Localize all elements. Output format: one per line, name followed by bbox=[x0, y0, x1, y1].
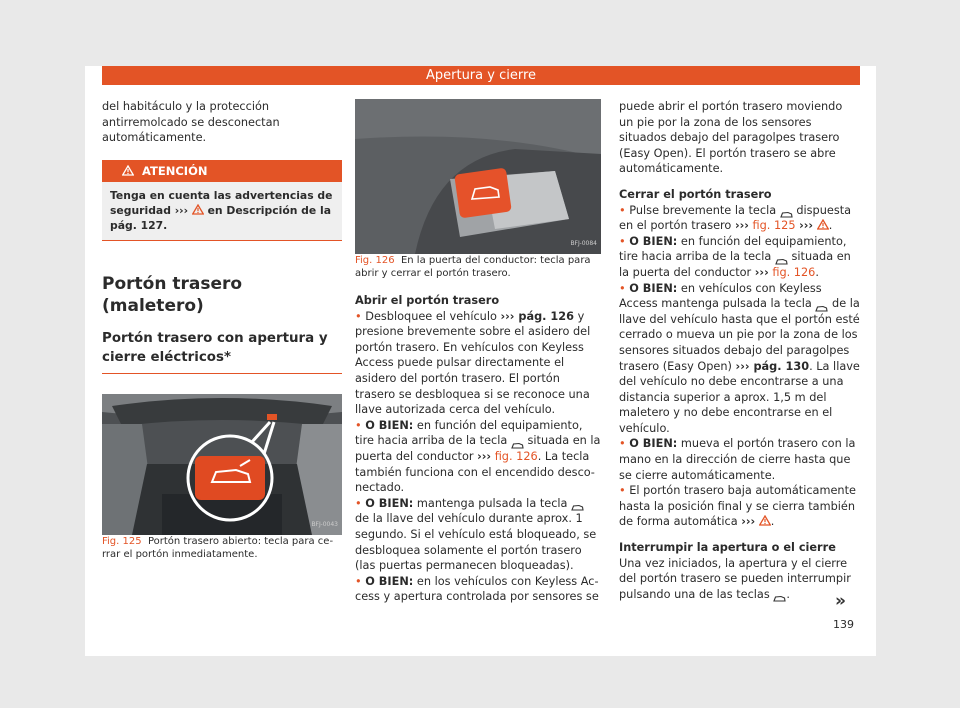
fig-ref-link[interactable]: fig. 126 bbox=[494, 449, 538, 463]
warning-title: ATENCIÓN bbox=[142, 163, 208, 178]
page-ref-link[interactable]: ››› pág. 126 bbox=[500, 309, 574, 323]
bullet-item: • O BIEN: mueva el portón trasero con la mano en la dirección de cierre hasta que se cierre automáticamente. bbox=[619, 437, 856, 482]
figure-125-caption bbox=[102, 535, 342, 561]
car-trunk-icon bbox=[773, 591, 786, 598]
intro-text: del habitáculo y la protección antirremolcado se desconectan automáticamente. bbox=[102, 100, 280, 145]
bullet-text: de la llave del vehículo hasta que el portón esté cerrado o mueva un pie por la zona de los sensores situados debajo del paragolpes trasero (Easy Open) bbox=[619, 297, 860, 373]
bullet-item: • Desbloquee el vehículo ››› pág. 126 y presione brevemente sobre el asidero del portón trasero. En vehículos con Keyless Access puede pulsar directamente el asidero del portón trasero. El portón trasero se desbloquea si se reconoce una llave autorizada cerca del vehículo. bbox=[355, 309, 591, 417]
bullet-text: en función del equipamiento, tire hacia arriba de la tecla bbox=[619, 234, 847, 264]
bullet-label: O BIEN: bbox=[365, 496, 414, 510]
bullet-text: de la llave del vehículo durante aprox. 1 segundo. Si el vehículo está bloqueado, se desbloquea solamente el portón trasero (las puertas permanecen bloqueadas). bbox=[355, 512, 597, 573]
warning-header bbox=[102, 160, 342, 182]
bullet-item: • O BIEN: mantenga pulsada la tecla de la llave del vehículo durante aprox. 1 segundo. Si el vehículo está bloqueado, se desbloquea solamente el portón trasero (las puertas permanecen bloqueadas). bbox=[355, 496, 597, 573]
bullet-label: O BIEN: bbox=[629, 281, 678, 295]
column-2 bbox=[355, 99, 601, 605]
car-trunk-icon bbox=[815, 301, 828, 308]
bullet-text: en función del equipamiento, tire hacia arriba de la tecla bbox=[355, 418, 583, 448]
ref-arrows: ››› bbox=[754, 265, 769, 279]
bullet-text: Pulse brevemente la tecla bbox=[629, 203, 780, 217]
bullet-item: • O BIEN: en vehículos con Keyless Access mantenga pulsada la tecla de la llave del vehículo hasta que el portón esté cerrado o mueva un pie por la zona de los sensores situados debajo del paragolpes trasero (Easy Open) ››› pág. 130. La llave del vehículo no debe encontrarse a una distancia superior a aprox. 1,5 m del maletero y no debe encontrarse en el vehículo. bbox=[619, 281, 860, 435]
car-trunk-icon bbox=[780, 207, 793, 214]
fig-ref-link[interactable]: fig. 126 bbox=[772, 265, 816, 279]
bullet-text: en los vehículos con Keyless Access y apertura controlada por sensores se bbox=[355, 574, 599, 604]
bullet-text: mueva el portón trasero con la mano en la dirección de cierre hasta que se cierre automáticamente. bbox=[619, 437, 856, 482]
caption-text: Portón trasero abierto: tecla para cerrar el portón inmediatamente. bbox=[102, 535, 334, 560]
door-button-illustration bbox=[355, 99, 601, 254]
figure-label: Fig. 126 bbox=[355, 255, 395, 266]
column-3 bbox=[619, 99, 860, 602]
page-header: Apertura y cierre bbox=[102, 66, 860, 85]
bullet-text: Desbloquee el vehículo bbox=[365, 309, 501, 323]
bullet-label: O BIEN: bbox=[365, 574, 414, 588]
figure-126 bbox=[355, 99, 601, 254]
fig-ref-link[interactable]: fig. 125 bbox=[752, 219, 796, 233]
bullet-label: O BIEN: bbox=[629, 437, 678, 451]
bullet-text: . La tecla también funciona con el encendido desconectado. bbox=[355, 449, 595, 495]
subsection-title: Portón trasero con apertura y cierre eléctricos* bbox=[102, 329, 342, 374]
warning-triangle-icon[interactable] bbox=[759, 515, 771, 528]
interrupt-heading: Interrumpir la apertura o el cierre bbox=[619, 541, 836, 555]
caption-text: En la puerta del conductor: tecla para abrir y cerrar el portón trasero. bbox=[355, 255, 591, 279]
bullet-text: mantenga pulsada la tecla bbox=[413, 496, 572, 510]
car-trunk-icon bbox=[775, 254, 788, 261]
warning-body bbox=[102, 182, 342, 240]
ref-arrows: ››› bbox=[734, 219, 749, 233]
bullet-text: dispuesta en el portón trasero bbox=[619, 203, 852, 233]
continue-mark: » bbox=[835, 591, 846, 611]
bullet-item: • O BIEN: en función del equipamiento, tire hacia arriba de la tecla situada en la puerta del conductor ››› fig. 126. La tecla también funciona con el encendido desconectado. bbox=[355, 418, 601, 495]
open-tailgate-heading: Abrir el portón trasero bbox=[355, 294, 500, 307]
warning-text: Tenga en cuenta las advertencias de seguridad bbox=[110, 188, 333, 217]
ref-arrows: ››› bbox=[799, 219, 814, 233]
bullet-text: y presione brevemente sobre el asidero del portón trasero. En vehículos con Keyless Access puede pulsar directamente el asidero del portón trasero. El portón trasero se desbloquea si se reconoce una llave autorizada cerca del vehículo. bbox=[355, 309, 591, 417]
bullet-text: El portón trasero baja automáticamente hasta la posición final y se cierra también de forma automática bbox=[619, 484, 856, 529]
warning-text-ref[interactable]: en Descripción de la pág. 127. bbox=[110, 203, 331, 232]
paragraph-text: Una vez iniciados, la apertura y el cierre del portón trasero se pueden interrumpir pulsando una de las teclas bbox=[619, 556, 851, 601]
bullet-item: • O BIEN: en los vehículos con Keyless Access y apertura controlada por sensores se bbox=[355, 574, 599, 604]
figure-code: BFJ-0084 bbox=[570, 240, 597, 248]
page-number: 139 bbox=[833, 618, 854, 631]
warning-triangle-icon[interactable] bbox=[817, 219, 829, 232]
section-title: Portón trasero (maletero) bbox=[102, 273, 243, 316]
warning-triangle-icon bbox=[122, 164, 138, 178]
column-1 bbox=[102, 99, 342, 561]
ref-arrows: ››› bbox=[741, 515, 756, 529]
bullet-text: en vehículos con Keyless Access mantenga pulsada la tecla bbox=[619, 281, 822, 311]
bullet-item: • El portón trasero baja automáticamente hasta la posición final y se cierra también de forma automática ››› . bbox=[619, 484, 856, 529]
bullet-label: O BIEN: bbox=[629, 234, 678, 248]
figure-code: BFJ-0043 bbox=[311, 521, 338, 529]
figure-126-caption bbox=[355, 254, 601, 280]
figure-125 bbox=[102, 394, 342, 535]
bullet-text: . La llave del vehículo no debe encontrarse a una distancia superior a aprox. 1,5 m del maletero y no debe encontrarse en el vehículo. bbox=[619, 359, 860, 435]
car-trunk-icon bbox=[571, 500, 584, 507]
ref-arrows: ››› bbox=[477, 449, 492, 463]
bullet-label: O BIEN: bbox=[365, 418, 414, 432]
paragraph: Una vez iniciados, la apertura y el cierre del portón trasero se pueden interrumpir pulsando una de las teclas . bbox=[619, 556, 851, 601]
bullet-text: situada en la puerta del conductor bbox=[619, 250, 851, 279]
figure-label: Fig. 125 bbox=[102, 535, 142, 547]
bullet-item: • O BIEN: en función del equipamiento, tire hacia arriba de la tecla situada en la puerta del conductor ››› fig. 126. bbox=[619, 234, 851, 279]
bullet-text: situada en la puerta del conductor bbox=[355, 434, 601, 463]
warning-arrows: ››› bbox=[174, 203, 189, 217]
bullet-item: • Pulse brevemente la tecla dispuesta en el portón trasero ››› fig. 125 ››› . bbox=[619, 203, 852, 233]
open-tailgate-illustration bbox=[102, 394, 342, 535]
warning-box bbox=[102, 160, 342, 241]
page-ref-link[interactable]: ››› pág. 130 bbox=[735, 359, 810, 373]
car-trunk-icon bbox=[511, 438, 524, 445]
paragraph: puede abrir el portón trasero moviendo un pie por la zona de los sensores situados debajo del paragolpes trasero (Easy Open). El portón trasero se abre automáticamente. bbox=[619, 100, 843, 176]
close-tailgate-heading: Cerrar el portón trasero bbox=[619, 187, 772, 201]
warning-triangle-icon bbox=[192, 204, 204, 217]
